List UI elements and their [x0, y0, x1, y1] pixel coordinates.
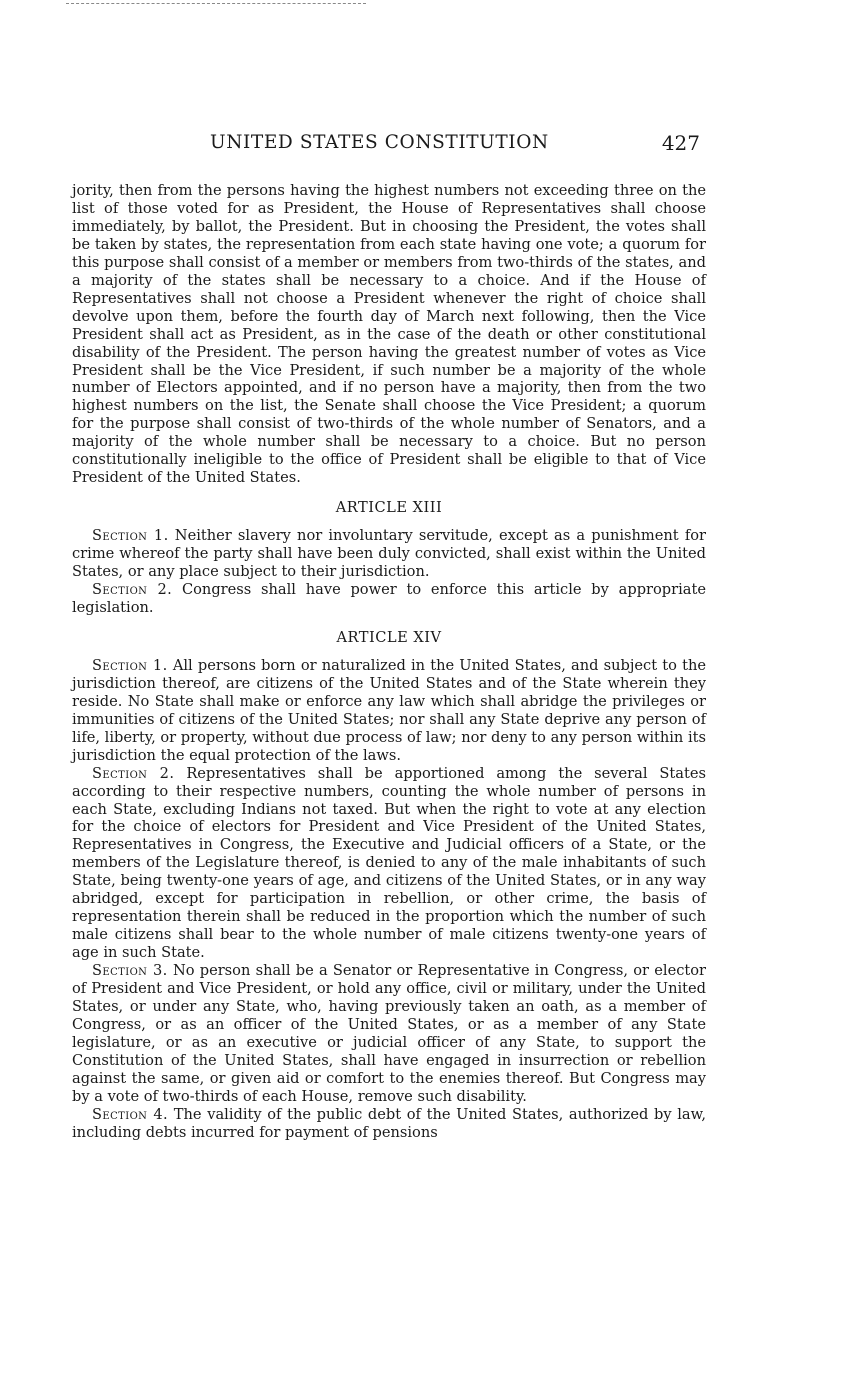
article-xiv-section-2	[72, 765, 706, 962]
section-text: The validity of the public debt of the United States, authorized by law, including debts incurred for payment of pensions	[72, 1105, 706, 1141]
section-label: Section 2.	[92, 764, 175, 782]
section-label: Section 4.	[92, 1105, 169, 1123]
article-xiv-section-1	[72, 657, 706, 765]
page-number: 427	[661, 131, 700, 155]
article-xiv-section-4	[72, 1106, 706, 1142]
section-text: No person shall be a Senator or Representative in Congress, or elector of President and Vice President, or hold any office, civil or military, under the United States, or under any State, who, having previously taken an oath, as a member of Congress, or as an officer of the United States, or as a member of any State legislature, or as an executive or judicial officer of any State, to support the Constitution of the United States, shall have engaged in insurrection or rebellion against the same, or given aid or comfort to the enemies thereof. But Congress may by a vote of two-thirds of each House, remove such disability.	[72, 962, 707, 1105]
section-label: Section 3.	[92, 962, 168, 980]
section-text: All persons born or naturalized in the United States, and subject to the jurisdiction thereof, are citizens of the United States and of the State wherein they reside. No State shall make or enforce any law which shall abridge the privileges or immunities of citizens of the United States; nor shall any State deprive any person of life, liberty, or property, without due process of law; nor deny to any person within its jurisdiction the equal protection of the laws.	[72, 656, 706, 764]
section-label: Section 1.	[92, 527, 169, 545]
article-xiv-heading: ARTICLE XIV	[336, 628, 442, 646]
article-xiv-section-3	[72, 962, 706, 1106]
article-xiii-section-1	[72, 527, 706, 581]
body-text	[72, 182, 706, 1142]
section-text: Representatives shall be apportioned among the several States according to their respective numbers, counting the whole number of persons in each State, excluding Indians not taxed. But when the right to vote at any election for the choice of electors for President and Vice President of the United States, Representatives in Congress, the Executive and Judicial officers of a State, or the members of the Legislature thereof, is denied to any of the male inhabitants of such State, being twenty-one years of age, and citizens of the United States, or in any way abridged, except for participation in rebellion, or other crime, the basis of representation therein shall be reduced in the proportion which the number of such male citizens shall bear to the whole number of male citizens twenty-one years of age in such State.	[72, 764, 706, 962]
running-head	[72, 132, 700, 160]
section-label: Section 1.	[92, 656, 168, 674]
section-label: Section 2.	[92, 581, 173, 599]
article-xiii-heading: ARTICLE XIII	[335, 499, 443, 517]
running-title: UNITED STATES CONSTITUTION	[210, 132, 549, 153]
section-text: Congress shall have power to enforce this article by appropriate legislation.	[72, 581, 706, 616]
article-xiii-section-2	[72, 581, 706, 617]
section-text: Neither slavery nor involuntary servitude, except as a punishment for crime whereof the party shall have been duly convicted, shall exist within the United States, or any place subject to their jurisdiction.	[72, 527, 707, 581]
continuation-paragraph: jority, then from the persons having the highest numbers not exceeding three on the list of those voted for as President, the House of Representatives shall choose immediately, by ballot, the President. But in choosing the President, the votes shall be taken by states, the representation from each state having one vote; a quorum for this purpose shall consist of a member or members from two-thirds of the states, and a majority of the states shall be necessary to a choice. And if the House of Representatives shall not choose a President whenever the right of choice shall devolve upon them, before the fourth day of March next following, then the Vice President shall act as President, as in the case of the death or other constitutional disability of the President. The person having the greatest number of votes as Vice President shall be the Vice President, if such number be a majority of the whole number of Electors appointed, and if no person have a majority, then from the two highest numbers on the list, the Senate shall choose the Vice President; a quorum for the purpose shall consist of two-thirds of the whole number of Senators, and a majority of the whole number shall be necessary to a choice. But no person constitutionally ineligible to the office of President shall be eligible to that of Vice President of the United States.	[72, 182, 706, 487]
top-scan-rule	[66, 3, 366, 4]
